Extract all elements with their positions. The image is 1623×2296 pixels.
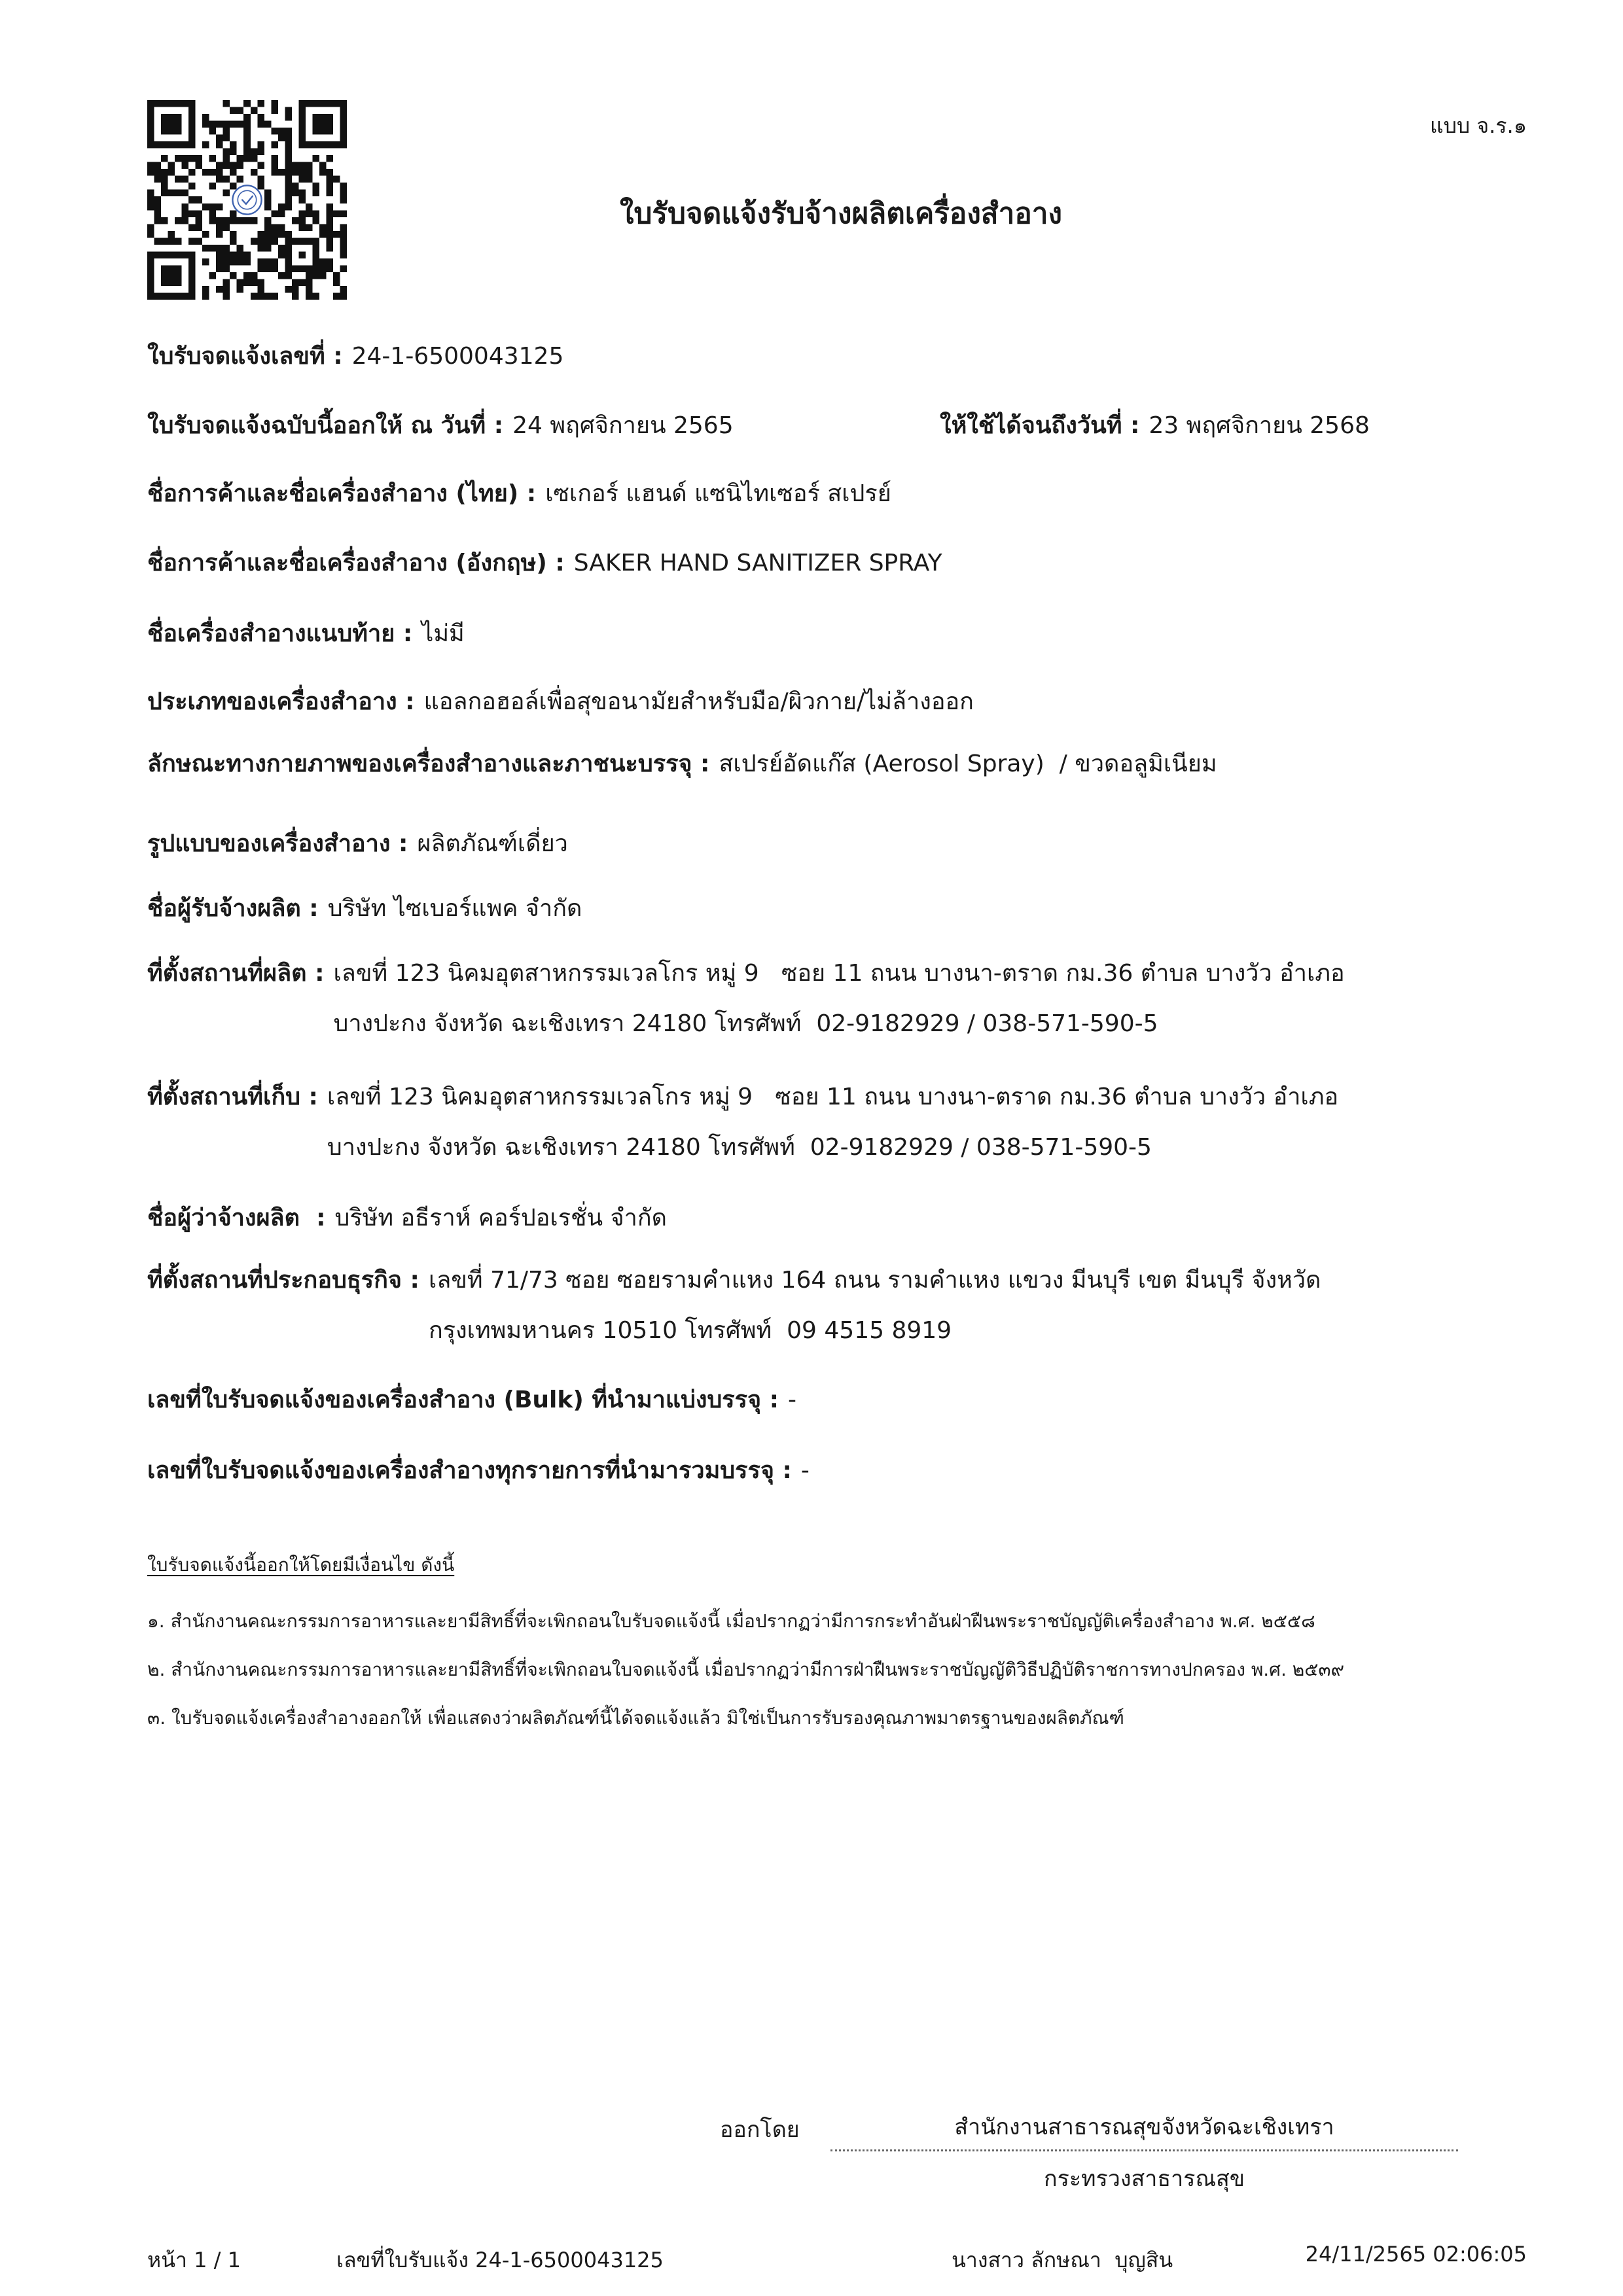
bulk-notification-row (147, 1375, 1561, 1425)
category-label: ประเภทของเครื่องสำอาง : (147, 688, 415, 715)
issuer-office: สำนักงานสาธารณสุขจังหวัดฉะเชิงเทรา (830, 2110, 1458, 2151)
form-code: แบบ จ.ร.๑ (1429, 113, 1527, 138)
issue-date-value: 24 พฤศจิกายน 2565 (512, 412, 734, 439)
issuer-ministry: กระทรวงสาธารณสุข (1044, 2166, 1245, 2192)
trade-name-english-row (147, 538, 1561, 588)
combined-notification-value: - (800, 1457, 810, 1484)
issued-by-label: ออกโดย (720, 2117, 800, 2143)
trade-name-thai-label: ชื่อการค้าและชื่อเครื่องสำอาง (ไทย) : (147, 480, 537, 507)
combined-notification-label: เลขที่ใบรับจดแจ้งของเครื่องสำอางทุกรายการที่นำมารวมบรรจุ : (147, 1457, 792, 1484)
attached-names-row (147, 609, 1561, 659)
physical-form-label: ลักษณะทางกายภาพของเครื่องสำอางและภาชนะบรรจุ : (147, 751, 710, 777)
bulk-notification-value: - (788, 1386, 797, 1413)
storage-site-value (327, 1072, 1561, 1173)
certificate-fields (147, 331, 1561, 1742)
category-row (147, 677, 1561, 727)
page-number: หน้า 1 / 1 (147, 2248, 241, 2272)
notification-number-label: ใบรับจดแจ้งเลขที่ : (147, 343, 343, 370)
conditions-heading: ใบรับจดแจ้งนี้ออกให้โดยมีเงื่อนไข ดังนี้ (147, 1554, 455, 1576)
product-format-row (147, 819, 1561, 869)
trade-name-english-label: ชื่อการค้าและชื่อเครื่องสำอาง (อังกฤษ) : (147, 550, 565, 576)
conditions-list (147, 1597, 1561, 1742)
valid-until-field (940, 400, 1561, 451)
manufacturer-label: ชื่อผู้รับจ้างผลิต : (147, 895, 319, 922)
officer-name: นางสาว ลักษณา บุญสิน (952, 2248, 1173, 2272)
document-title: ใบรับจดแจ้งรับจ้างผลิตเครื่องสำอาง (619, 197, 1062, 230)
business-site-value (429, 1255, 1561, 1356)
category-value: แอลกอฮอล์เพื่อสุขอนามัยสำหรับมือ/ผิวกาย/ไม่ล้างออก (423, 688, 974, 715)
product-format-label: รูปแบบของเครื่องสำอาง : (147, 830, 408, 857)
storage-site-label: ที่ตั้งสถานที่เก็บ : (147, 1084, 318, 1110)
client-row (147, 1193, 1561, 1243)
condition-item-1: ๑. สำนักงานคณะกรรมการอาหารและยามีสิทธิ์ที่จะเพิกถอนใบรับจดแจ้งนี้ เมื่อปรากฏว่ามีการกระทำอันฝ่าฝืนพระราชบัญญัติเครื่องสำอาง พ.ศ. ๒๕๕๘ (147, 1610, 1315, 1632)
valid-until-label: ให้ใช้ได้จนถึงวันที่ : (940, 412, 1140, 439)
manufacturing-site-value (333, 948, 1561, 1049)
client-label: ชื่อผู้ว่าจ้างผลิต : (147, 1205, 326, 1231)
issue-date-label: ใบรับจดแจ้งฉบับนี้ออกให้ ณ วันที่ : (147, 412, 504, 439)
combined-notification-row (147, 1445, 1561, 1496)
notification-number-row (147, 331, 1561, 381)
trade-name-thai-row (147, 468, 1561, 519)
trade-name-english-value: SAKER HAND SANITIZER SPRAY (573, 550, 942, 576)
issuer-block (830, 2110, 1458, 2197)
notification-number-value: 24-1-6500043125 (351, 343, 564, 370)
attached-names-label: ชื่อเครื่องสำอางแนบท้าย : (147, 620, 413, 647)
footer-reference-number: เลขที่ใบรับแจ้ง 24-1-6500043125 (336, 2248, 664, 2272)
manufacturing-site-line-1: เลขที่ 123 นิคมอุตสาหกรรมเวลโกร หมู่ 9 ซอย 11 ถนน บางนา-ตราด กม.36 ตำบล บางวัว อำเภอ (333, 960, 1345, 987)
condition-item-2: ๒. สำนักงานคณะกรรมการอาหารและยามีสิทธิ์ที่จะเพิกถอนใบจดแจ้งนี้ เมื่อปรากฏว่ามีการฝ่าฝืนพระราชบัญญัติวิธีปฏิบัติราชการทางปกครอง พ.ศ. ๒๕๓๙ (147, 1659, 1345, 1680)
business-site-line-1: เลขที่ 71/73 ซอย ซอยรามคำแหง 164 ถนน รามคำแหง แขวง มีนบุรี เขต มีนบุรี จังหวัด (428, 1267, 1321, 1294)
storage-site-line-1: เลขที่ 123 นิคมอุตสาหกรรมเวลโกร หมู่ 9 ซอย 11 ถนน บางนา-ตราด กม.36 ตำบล บางวัว อำเภอ (327, 1084, 1339, 1110)
manufacturer-value: บริษัท ไซเบอร์แพค จำกัด (327, 895, 582, 922)
physical-form-row (147, 739, 1561, 789)
business-site-line-2: กรุงเทพมหานคร 10510 โทรศัพท์ 09 4515 8919 (428, 1317, 952, 1344)
storage-site-row (147, 1072, 1561, 1173)
qr-center-logo-icon (232, 185, 261, 214)
conditions-section (147, 1547, 1561, 1742)
issue-validity-row (147, 400, 1561, 451)
business-site-label: ที่ตั้งสถานที่ประกอบธุรกิจ : (147, 1267, 419, 1294)
business-site-row (147, 1255, 1561, 1356)
manufacturing-site-line-2: บางปะกง จังหวัด ฉะเชิงเทรา 24180 โทรศัพท์ 02-9182929 / 038-571-590-5 (333, 1010, 1158, 1037)
qr-code-graphic (147, 100, 347, 300)
qr-code (147, 100, 347, 300)
manufacturing-site-row (147, 948, 1561, 1049)
bulk-notification-label: เลขที่ใบรับจดแจ้งของเครื่องสำอาง (Bulk) ที่นำมาแบ่งบรรจุ : (147, 1386, 779, 1413)
storage-site-line-2: บางปะกง จังหวัด ฉะเชิงเทรา 24180 โทรศัพท์ 02-9182929 / 038-571-590-5 (327, 1134, 1152, 1161)
product-format-value: ผลิตภัณฑ์เดี่ยว (417, 830, 568, 857)
manufacturer-row (147, 883, 1561, 934)
print-timestamp: 24/11/2565 02:06:05 (1305, 2242, 1527, 2267)
client-value: บริษัท อธีราห์ คอร์ปอเรชั่น จำกัด (334, 1205, 668, 1231)
physical-form-value: สเปรย์อัดแก๊ส (Aerosol Spray) / ขวดอลูมิเนียม (719, 751, 1217, 777)
trade-name-thai-value: เซเกอร์ แฮนด์ แซนิไทเซอร์ สเปรย์ (545, 480, 891, 507)
valid-until-value: 23 พฤศจิกายน 2568 (1149, 412, 1370, 439)
manufacturing-site-label: ที่ตั้งสถานที่ผลิต : (147, 960, 325, 987)
issue-date-field (147, 400, 940, 451)
attached-names-value: ไม่มี (421, 620, 465, 647)
condition-item-3: ๓. ใบรับจดแจ้งเครื่องสำอางออกให้ เพื่อแสดงว่าผลิตภัณฑ์นี้ได้จดแจ้งแล้ว มิใช่เป็นการรับรองคุณภาพมาตรฐานของผลิตภัณฑ์ (147, 1707, 1124, 1729)
